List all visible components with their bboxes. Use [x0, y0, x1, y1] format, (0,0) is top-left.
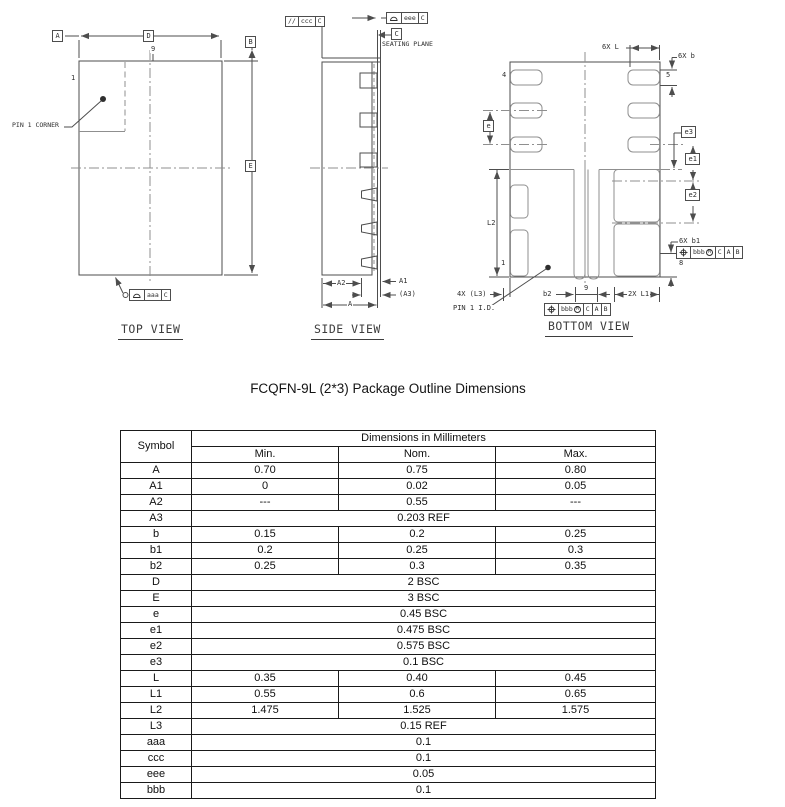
table-row [121, 511, 656, 527]
nom-cell: 0.75 [339, 463, 496, 479]
table-row [121, 575, 656, 591]
symbol-cell: E [121, 591, 192, 607]
top-view-linework [64, 36, 258, 298]
fcf-bbb-datum3: B [601, 304, 610, 315]
fcf-eee-datum: C [418, 13, 427, 23]
dim-e-box-label: e [483, 120, 494, 132]
span-cell: 0.15 REF [192, 719, 656, 735]
nom-cell: 0.6 [339, 687, 496, 703]
table-row [121, 591, 656, 607]
parallelism-symbol-icon: // [288, 17, 296, 25]
fcf-bbb-bottom [544, 303, 611, 316]
nom-cell: 0.55 [339, 495, 496, 511]
symbol-cell: A3 [121, 511, 192, 527]
fcf-bbb-right [676, 246, 743, 259]
symbol-cell: ccc [121, 751, 192, 767]
table-row [121, 767, 656, 783]
nom-cell: 1.525 [339, 703, 496, 719]
nom-cell: 0.2 [339, 527, 496, 543]
fcf-bbb-datum3: B [733, 247, 742, 258]
max-cell: 0.3 [496, 543, 656, 559]
table-row [121, 719, 656, 735]
drawing-linework [0, 0, 785, 360]
symbol-cell: bbb [121, 783, 192, 799]
symbol-cell: A [121, 463, 192, 479]
symbol-cell: b1 [121, 543, 192, 559]
max-header: Max. [496, 447, 656, 463]
min-cell: 0.2 [192, 543, 339, 559]
fcf-eee [386, 12, 428, 24]
fcf-bbb-datum2: A [592, 304, 601, 315]
table-row [121, 639, 656, 655]
table-body [121, 463, 656, 799]
symbol-cell: e1 [121, 623, 192, 639]
table-row [121, 527, 656, 543]
span-cell: 0.1 [192, 783, 656, 799]
dim-6xb-label: 6X b [678, 52, 695, 60]
max-cell: 0.80 [496, 463, 656, 479]
package-outline-drawing [0, 0, 785, 360]
fcf-ccc-tolerance: ccc [298, 17, 315, 26]
min-header: Min. [192, 447, 339, 463]
top-view-caption: TOP VIEW [118, 322, 183, 340]
pin9-label-top: 9 [151, 45, 156, 53]
span-cell: 3 BSC [192, 591, 656, 607]
symbol-cell: e2 [121, 639, 192, 655]
symbol-cell: L [121, 671, 192, 687]
min-cell: 0.70 [192, 463, 339, 479]
nom-header: Nom. [339, 447, 496, 463]
max-cell: --- [496, 495, 656, 511]
table-header-row-1 [121, 431, 656, 447]
min-cell: 1.475 [192, 703, 339, 719]
m-modifier-icon: M [575, 306, 579, 312]
pin1-corner-label: PIN 1 CORNER [12, 121, 59, 129]
fcf-aaa-datum: C [161, 290, 170, 300]
side-view-caption: SIDE VIEW [311, 322, 384, 340]
span-cell: 0.1 [192, 751, 656, 767]
dim-e-label: E [245, 160, 256, 172]
pin1-label-bottom: 1 [501, 259, 506, 267]
side-view-linework [310, 18, 396, 308]
dim-e2-box-label: e2 [685, 189, 700, 201]
table-row [121, 623, 656, 639]
dim-a-label: A [348, 300, 353, 308]
pin1-id-label: PIN 1 I.D. [453, 304, 496, 312]
datum-a-flag: A [52, 30, 63, 42]
min-cell: 0 [192, 479, 339, 495]
span-cell: 0.475 BSC [192, 623, 656, 639]
symbol-cell: D [121, 575, 192, 591]
fcf-bbb-tolerance-cell [690, 247, 715, 258]
table-row [121, 559, 656, 575]
fcf-bbb-tolerance-cell [558, 304, 583, 315]
pin4-label: 4 [502, 71, 507, 79]
fcf-ccc-datum: C [315, 17, 324, 26]
table-row [121, 543, 656, 559]
fcf-bbb-tolerance: bbb [561, 305, 573, 314]
min-cell: 0.15 [192, 527, 339, 543]
symbol-cell: b2 [121, 559, 192, 575]
pin9-label-bottom: 9 [584, 284, 589, 292]
dim-2xl1-label: 2X L1 [628, 290, 650, 298]
symbol-cell: A2 [121, 495, 192, 511]
dim-b2-label: b2 [543, 290, 552, 298]
table-row [121, 671, 656, 687]
symbol-cell: L1 [121, 687, 192, 703]
min-cell: 0.55 [192, 687, 339, 703]
symbol-cell: aaa [121, 735, 192, 751]
table-row [121, 463, 656, 479]
pin5-label: 5 [666, 71, 671, 79]
dim-6xl-label: 6X L [602, 43, 619, 51]
dim-a3-label: (A3) [399, 290, 416, 298]
nom-cell: 0.40 [339, 671, 496, 687]
table-row [121, 655, 656, 671]
fcf-bbb-tolerance: bbb [693, 248, 705, 257]
dim-6xb1-label: 6X b1 [679, 237, 701, 245]
min-cell: 0.35 [192, 671, 339, 687]
position-symbol-icon [677, 247, 690, 258]
dim-e3-box-label: e3 [681, 126, 696, 138]
fcf-bbb-datum1: C [715, 247, 724, 258]
table-header-row-2 [121, 447, 656, 463]
fcf-bbb-datum2: A [724, 247, 733, 258]
dimensions-table [120, 430, 656, 799]
dim-e1-box-label: e1 [685, 153, 700, 165]
dim-l2-label: L2 [487, 219, 496, 227]
span-cell: 0.1 [192, 735, 656, 751]
bottom-view-caption: BOTTOM VIEW [545, 319, 633, 337]
symbol-cell: e3 [121, 655, 192, 671]
position-symbol-icon [545, 304, 558, 315]
table-row [121, 783, 656, 799]
symbol-cell: L3 [121, 719, 192, 735]
pin1-label-top: 1 [71, 74, 76, 82]
dim-a1-label: A1 [399, 277, 408, 285]
fcf-bbb-datum1: C [583, 304, 592, 315]
table-row [121, 607, 656, 623]
bottom-view-linework [483, 45, 700, 308]
dim-4xl3-label: 4X (L3) [457, 290, 487, 298]
profile-symbol-icon [130, 290, 144, 300]
nom-cell: 0.25 [339, 543, 496, 559]
pin8-label: 8 [679, 259, 684, 267]
symbol-cell: L2 [121, 703, 192, 719]
seating-plane-label: SEATING PLANE [382, 40, 433, 48]
page-title: FCQFN-9L (2*3) Package Outline Dimensions [250, 381, 526, 396]
span-cell: 0.203 REF [192, 511, 656, 527]
max-cell: 0.05 [496, 479, 656, 495]
max-cell: 1.575 [496, 703, 656, 719]
span-cell: 0.575 BSC [192, 639, 656, 655]
table-row [121, 495, 656, 511]
max-cell: 0.45 [496, 671, 656, 687]
symbol-cell: e [121, 607, 192, 623]
symbol-cell: b [121, 527, 192, 543]
nom-cell: 0.3 [339, 559, 496, 575]
table-row [121, 751, 656, 767]
profile-symbol-icon [387, 13, 401, 23]
dim-d-label: D [143, 30, 154, 42]
max-cell: 0.35 [496, 559, 656, 575]
span-cell: 0.1 BSC [192, 655, 656, 671]
min-cell: --- [192, 495, 339, 511]
table-row [121, 735, 656, 751]
span-cell: 2 BSC [192, 575, 656, 591]
span-cell: 0.45 BSC [192, 607, 656, 623]
datum-c-flag: C [391, 28, 402, 40]
nom-cell: 0.02 [339, 479, 496, 495]
max-cell: 0.25 [496, 527, 656, 543]
fcf-aaa-tolerance: aaa [144, 290, 161, 300]
fcf-eee-tolerance: eee [401, 13, 418, 23]
table-row [121, 687, 656, 703]
min-cell: 0.25 [192, 559, 339, 575]
m-modifier-icon: M [707, 249, 711, 255]
datum-b-flag: B [245, 36, 256, 48]
dim-a2-label: A2 [337, 279, 346, 287]
fcf-ccc [285, 16, 325, 27]
symbol-cell: eee [121, 767, 192, 783]
span-cell: 0.05 [192, 767, 656, 783]
table-row [121, 479, 656, 495]
group-header: Dimensions in Millimeters [192, 431, 656, 447]
fcf-aaa [129, 289, 171, 301]
symbol-cell: A1 [121, 479, 192, 495]
max-cell: 0.65 [496, 687, 656, 703]
table-row [121, 703, 656, 719]
symbol-header: Symbol [121, 431, 192, 463]
